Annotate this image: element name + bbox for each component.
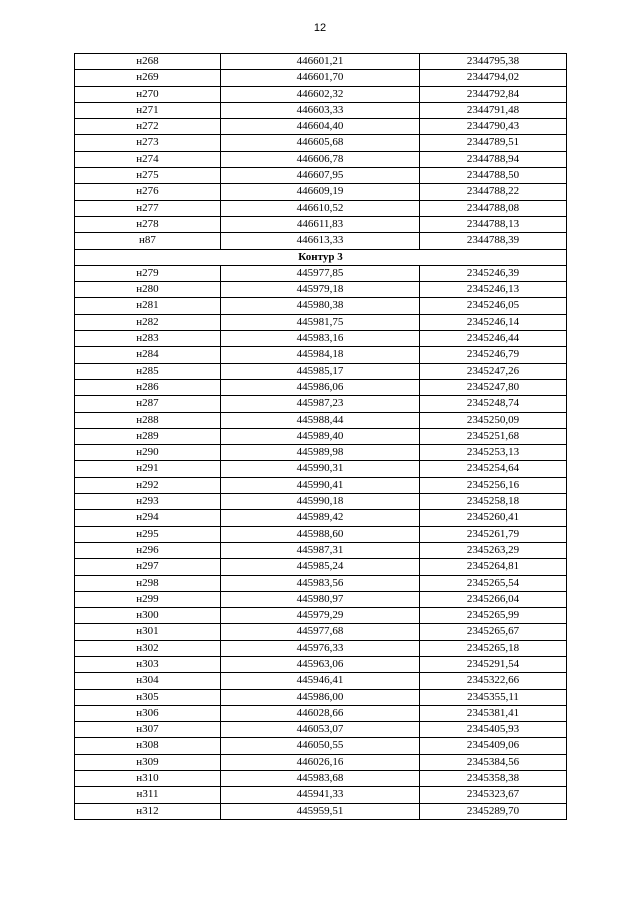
point-id-cell: н274 [75,151,221,167]
y-coordinate-cell: 2345246,05 [420,298,567,314]
x-coordinate-cell: 445986,00 [221,689,420,705]
x-coordinate-cell: 445987,31 [221,542,420,558]
table-row [75,608,567,624]
x-coordinate-cell: 445990,18 [221,494,420,510]
x-coordinate-cell: 445989,42 [221,510,420,526]
x-coordinate-cell: 446607,95 [221,168,420,184]
x-coordinate-cell: 445981,75 [221,314,420,330]
y-coordinate-cell: 2345246,13 [420,282,567,298]
table-row [75,363,567,379]
point-id-cell: н278 [75,216,221,232]
x-coordinate-cell: 446603,33 [221,102,420,118]
y-coordinate-cell: 2345265,54 [420,575,567,591]
y-coordinate-cell: 2345258,18 [420,494,567,510]
y-coordinate-cell: 2344788,08 [420,200,567,216]
x-coordinate-cell: 445983,16 [221,331,420,347]
x-coordinate-cell: 446604,40 [221,119,420,135]
point-id-cell: н277 [75,200,221,216]
table-row [75,151,567,167]
point-id-cell: н87 [75,233,221,249]
y-coordinate-cell: 2345289,70 [420,803,567,819]
table-row [75,754,567,770]
table-row [75,184,567,200]
table-row [75,624,567,640]
point-id-cell: н288 [75,412,221,428]
y-coordinate-cell: 2345265,99 [420,608,567,624]
section-header-row [75,249,567,265]
x-coordinate-cell: 445989,40 [221,428,420,444]
point-id-cell: н272 [75,119,221,135]
x-coordinate-cell: 445959,51 [221,803,420,819]
point-id-cell: н294 [75,510,221,526]
point-id-cell: н286 [75,379,221,395]
table-row [75,200,567,216]
point-id-cell: н271 [75,102,221,118]
point-id-cell: н306 [75,705,221,721]
table-row [75,445,567,461]
point-id-cell: н308 [75,738,221,754]
y-coordinate-cell: 2345409,06 [420,738,567,754]
y-coordinate-cell: 2344788,50 [420,168,567,184]
table-row [75,640,567,656]
y-coordinate-cell: 2344794,02 [420,70,567,86]
x-coordinate-cell: 445977,68 [221,624,420,640]
y-coordinate-cell: 2345250,09 [420,412,567,428]
table-row [75,510,567,526]
point-id-cell: н269 [75,70,221,86]
y-coordinate-cell: 2345246,39 [420,265,567,281]
y-coordinate-cell: 2345246,44 [420,331,567,347]
x-coordinate-cell: 445988,60 [221,526,420,542]
point-id-cell: н302 [75,640,221,656]
x-coordinate-cell: 446609,19 [221,184,420,200]
y-coordinate-cell: 2345253,13 [420,445,567,461]
point-id-cell: н303 [75,656,221,672]
y-coordinate-cell: 2345265,18 [420,640,567,656]
x-coordinate-cell: 445990,31 [221,461,420,477]
table-row [75,86,567,102]
y-coordinate-cell: 2344795,38 [420,54,567,70]
y-coordinate-cell: 2344788,39 [420,233,567,249]
table-row [75,135,567,151]
point-id-cell: н310 [75,771,221,787]
x-coordinate-cell: 445977,85 [221,265,420,281]
table-row [75,575,567,591]
point-id-cell: н282 [75,314,221,330]
section-title: Контур 3 [75,249,567,265]
point-id-cell: н296 [75,542,221,558]
x-coordinate-cell: 446053,07 [221,722,420,738]
y-coordinate-cell: 2345265,67 [420,624,567,640]
y-coordinate-cell: 2345248,74 [420,396,567,412]
y-coordinate-cell: 2344790,43 [420,119,567,135]
x-coordinate-cell: 445986,06 [221,379,420,395]
x-coordinate-cell: 446601,21 [221,54,420,70]
point-id-cell: н285 [75,363,221,379]
y-coordinate-cell: 2345405,93 [420,722,567,738]
point-id-cell: н290 [75,445,221,461]
point-id-cell: н279 [75,265,221,281]
x-coordinate-cell: 445983,68 [221,771,420,787]
point-id-cell: н298 [75,575,221,591]
x-coordinate-cell: 445980,97 [221,591,420,607]
table-row [75,412,567,428]
table-row [75,705,567,721]
table-row [75,591,567,607]
table-row [75,168,567,184]
x-coordinate-cell: 446605,68 [221,135,420,151]
y-coordinate-cell: 2345266,04 [420,591,567,607]
y-coordinate-cell: 2345358,38 [420,771,567,787]
point-id-cell: н289 [75,428,221,444]
point-id-cell: н284 [75,347,221,363]
table-row [75,689,567,705]
x-coordinate-cell: 445983,56 [221,575,420,591]
table-row [75,396,567,412]
x-coordinate-cell: 445963,06 [221,656,420,672]
x-coordinate-cell: 445984,18 [221,347,420,363]
x-coordinate-cell: 446026,16 [221,754,420,770]
table-row [75,216,567,232]
point-id-cell: н283 [75,331,221,347]
table-row [75,282,567,298]
point-id-cell: н270 [75,86,221,102]
y-coordinate-cell: 2345251,68 [420,428,567,444]
point-id-cell: н275 [75,168,221,184]
y-coordinate-cell: 2344788,13 [420,216,567,232]
x-coordinate-cell: 446050,55 [221,738,420,754]
table-row [75,347,567,363]
table-row [75,477,567,493]
point-id-cell: н297 [75,559,221,575]
y-coordinate-cell: 2345322,66 [420,673,567,689]
table-row [75,526,567,542]
table-row [75,379,567,395]
table-row [75,314,567,330]
y-coordinate-cell: 2344788,94 [420,151,567,167]
y-coordinate-cell: 2345355,11 [420,689,567,705]
x-coordinate-cell: 445985,17 [221,363,420,379]
x-coordinate-cell: 445976,33 [221,640,420,656]
table-row [75,428,567,444]
table-row [75,298,567,314]
table-row [75,54,567,70]
y-coordinate-cell: 2345256,16 [420,477,567,493]
table-row [75,119,567,135]
page-number: 12 [313,22,327,34]
y-coordinate-cell: 2344788,22 [420,184,567,200]
x-coordinate-cell: 446611,83 [221,216,420,232]
point-id-cell: н311 [75,787,221,803]
coordinates-table-body [75,54,567,820]
point-id-cell: н301 [75,624,221,640]
x-coordinate-cell: 445988,44 [221,412,420,428]
y-coordinate-cell: 2345264,81 [420,559,567,575]
y-coordinate-cell: 2345384,56 [420,754,567,770]
y-coordinate-cell: 2345247,26 [420,363,567,379]
point-id-cell: н268 [75,54,221,70]
point-id-cell: н312 [75,803,221,819]
x-coordinate-cell: 446606,78 [221,151,420,167]
point-id-cell: н281 [75,298,221,314]
point-id-cell: н305 [75,689,221,705]
table-row [75,771,567,787]
y-coordinate-cell: 2344791,48 [420,102,567,118]
y-coordinate-cell: 2345323,67 [420,787,567,803]
x-coordinate-cell: 445979,29 [221,608,420,624]
y-coordinate-cell: 2345263,29 [420,542,567,558]
table-row [75,656,567,672]
table-row [75,265,567,281]
point-id-cell: н287 [75,396,221,412]
y-coordinate-cell: 2345291,54 [420,656,567,672]
x-coordinate-cell: 445979,18 [221,282,420,298]
y-coordinate-cell: 2345260,41 [420,510,567,526]
x-coordinate-cell: 445987,23 [221,396,420,412]
x-coordinate-cell: 445946,41 [221,673,420,689]
point-id-cell: н273 [75,135,221,151]
point-id-cell: н291 [75,461,221,477]
point-id-cell: н309 [75,754,221,770]
table-row [75,494,567,510]
y-coordinate-cell: 2345247,80 [420,379,567,395]
y-coordinate-cell: 2345246,14 [420,314,567,330]
table-row [75,102,567,118]
table-row [75,70,567,86]
point-id-cell: н307 [75,722,221,738]
table-row [75,722,567,738]
table-row [75,787,567,803]
point-id-cell: н299 [75,591,221,607]
point-id-cell: н292 [75,477,221,493]
point-id-cell: н304 [75,673,221,689]
point-id-cell: н276 [75,184,221,200]
y-coordinate-cell: 2345254,64 [420,461,567,477]
table-row [75,738,567,754]
table-row [75,542,567,558]
x-coordinate-cell: 446613,33 [221,233,420,249]
x-coordinate-cell: 446601,70 [221,70,420,86]
y-coordinate-cell: 2344789,51 [420,135,567,151]
table-row [75,461,567,477]
table-row [75,233,567,249]
y-coordinate-cell: 2345246,79 [420,347,567,363]
coordinates-table [74,53,567,820]
x-coordinate-cell: 445990,41 [221,477,420,493]
x-coordinate-cell: 446610,52 [221,200,420,216]
x-coordinate-cell: 445941,33 [221,787,420,803]
table-row [75,331,567,347]
x-coordinate-cell: 445989,98 [221,445,420,461]
table-row [75,559,567,575]
x-coordinate-cell: 446028,66 [221,705,420,721]
point-id-cell: н295 [75,526,221,542]
table-row [75,803,567,819]
y-coordinate-cell: 2344792,84 [420,86,567,102]
point-id-cell: н280 [75,282,221,298]
x-coordinate-cell: 445985,24 [221,559,420,575]
y-coordinate-cell: 2345261,79 [420,526,567,542]
y-coordinate-cell: 2345381,41 [420,705,567,721]
table-row [75,673,567,689]
x-coordinate-cell: 445980,38 [221,298,420,314]
point-id-cell: н300 [75,608,221,624]
point-id-cell: н293 [75,494,221,510]
x-coordinate-cell: 446602,32 [221,86,420,102]
